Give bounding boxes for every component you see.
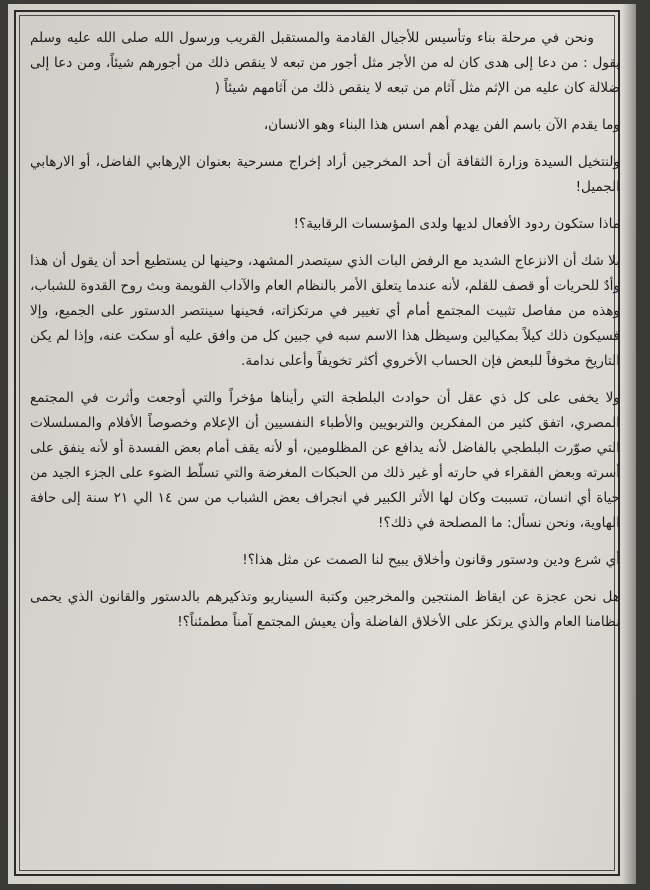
- paragraph-intro: ونحن في مرحلة بناء وتأسيس للأجيال القادمة والمستقبل القريب ورسول الله صلى الله عليه وسلم يقول : من دعا إلى هدى كان له من الأجر مثل أجور من تبعه لا ينقص ذلك من أجورهم شيئاً، ومن دعا إلى ضلالة كان عليه من الإثم مثل آثام من تبعه لا ينقص ذلك من آثامهم شيئاً (: [30, 30, 620, 96]
- paragraph-imagine-ministry: ولنتخيل السيدة وزارة الثقافة أن أحد المخرجين أراد إخراج مسرحية بعنوان الإرهابي الفاضل، أو الارهابي الجميل!: [30, 154, 620, 195]
- paragraph-art-destroys: وما يقدم الآن باسم الفن يهدم أهم اسس هذا البناء وهو الانسان،: [263, 117, 620, 133]
- paragraph-question-reactions: ماذا ستكون ردود الأفعال لديها ولدى المؤسسات الرقابية؟!: [293, 216, 620, 232]
- paragraph-rejection: بلا شك أن الانزعاج الشديد مع الرفض البات الذي سيتصدر المشهد، وحينها لن يستطيع أحد أن يقول أن هذا وأدٌ للحريات أو قصف للقلم، لأنه عندما يتعلق الأمر بالنظام العام والآداب القويمة وبث روح القدوة للشباب، وهذه من مفاصل تثبيت المجتمع أمام أي تغيير في مرتكزاته، فحينها سينتصر الدستور على الجميع، وإلا فسيكون ذلك كيلاً بمكيالين وسيظل هذا الاسم سبه في جبين كل من وافق عليه أو سكت عنه، وإذا لم يكن التاريخ مخوفاً للبعض فإن الحساب الأخروي أكثر تخويفاً وأعلى ندامة.: [30, 253, 620, 369]
- scanned-page: [8, 4, 636, 884]
- paragraph-which-law: أي شرع ودين ودستور وقانون وأخلاق يبيح لنا الصمت عن مثل هذا؟!: [242, 552, 620, 568]
- paragraph-thuggery: ولا يخفى على كل ذي عقل أن حوادث البلطجة التي رأيناها مؤخراً والتي أوجعت وأثرت في المجتمع المصري، اتفق كثير من المفكرين والتربويين والأطباء النفسيين أن الإعلام وخصوصاً الأفلام والمسلسلات التي صوّرت البلطجي بالفاضل لأنه يدافع عن المظلومين، أو لأنه يقف أمام بعض الفسدة أو لأنه ينفق على أسرته وبعض الفقراء في حارته أو غير ذلك من الحبكات المغرضة والتي تسلّط الضوء على الجزء الجيد من حياة أي انسان، تسببت وكان لها الأثر الكبير في انجراف بعض الشباب من سن ١٤ الي ٢١ سنة إلى حافة الهاوية، ونحن نسأل: ما المصلحة في ذلك؟!: [30, 390, 620, 531]
- page-edge-shadow: [622, 4, 636, 884]
- paragraph-closing-question: هل نحن عجزة عن ايقاظ المنتجين والمخرجين وكتبة السيناريو وتذكيرهم بالدستور والقانون الذي يحمى نظامنا العام والذي يرتكز على الأخلاق الفاضلة وأن يعيش المجتمع آمناً مطمئناً؟!: [30, 589, 620, 630]
- article-body: [30, 26, 620, 864]
